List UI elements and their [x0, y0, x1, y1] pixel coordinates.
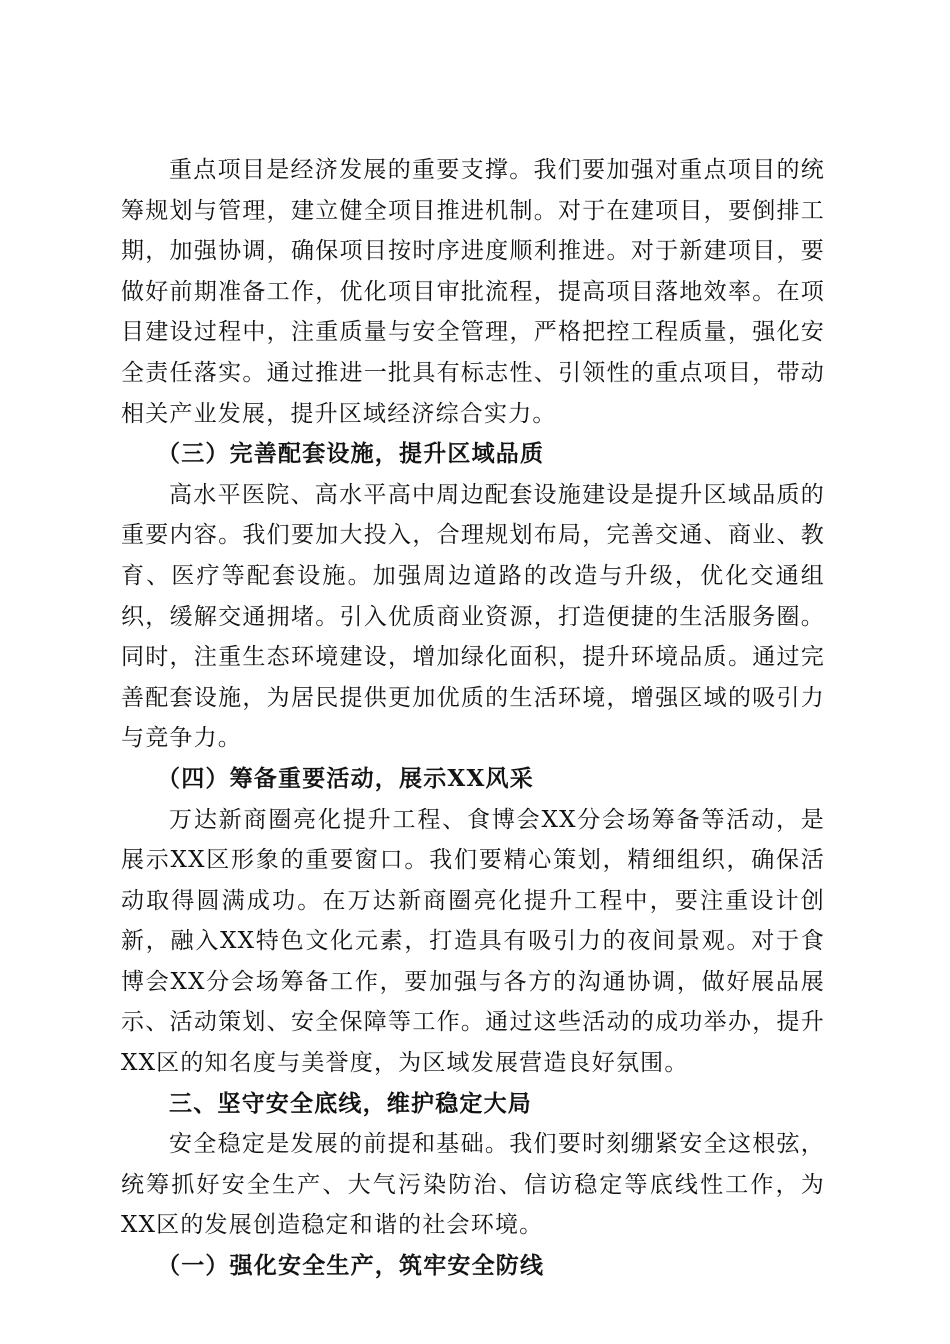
section-heading-safety: 三、坚守安全底线，维护稳定大局: [169, 1090, 532, 1117]
subheading-production-safety: （一）强化安全生产，筑牢安全防线: [157, 1252, 545, 1280]
document-body: [121, 150, 825, 1287]
paragraph-key-projects: 重点项目是经济发展的重要支撑。我们要加强对重点项目的统筹规划与管理，建立健全项目推进机制。对于在建项目，要倒排工期，加强协调，确保项目按时序进度顺利推进。对于新建项目，要做好前期准备工作，优化项目审批流程，提高项目落地效率。在项目建设过程中，注重质量与安全管理，严格把控工程质量，强化安全责任落实。通过推进一批具有标志性、引领性的重点项目，带动相关产业发展，提升区域经济综合实力。: [121, 157, 825, 427]
paragraph-important-events: 万达新商圈亮化提升工程、食博会XX分会场筹备等活动，是展示XX区形象的重要窗口。我们要精心策划，精细组织，确保活动取得圆满成功。在万达新商圈亮化提升工程中，要注重设计创新，融入XX特色文化元素，打造具有吸引力的夜间景观。对于食博会XX分会场筹备工作，要加强与各方的沟通协调，做好展品展示、活动策划、安全保障等工作。通过这些活动的成功举办，提升XX区的知名度与美誉度，为区域发展营造良好氛围。: [121, 806, 825, 1077]
paragraph-safety-intro: 安全稳定是发展的前提和基础。我们要时刻绷紧安全这根弦，统筹抓好安全生产、大气污染防治、信访稳定等底线性工作，为XX区的发展创造稳定和谐的社会环境。: [121, 1131, 825, 1239]
subheading-important-events: （四）筹备重要活动，展示XX风采: [157, 764, 534, 792]
paragraph-supporting-facilities: 高水平医院、高水平高中周边配套设施建设是提升区域品质的重要内容。我们要加大投入，合理规划布局，完善交通、商业、教育、医疗等配套设施。加强周边道路的改造与升级，优化交通组织，缓解交通拥堵。引入优质商业资源，打造便捷的生活服务圈。同时，注重生态环境建设，增加绿化面积，提升环境品质。通过完善配套设施，为居民提供更加优质的生活环境，增强区域的吸引力与竞争力。: [121, 481, 825, 752]
subheading-supporting-facilities: （三）完善配套设施，提升区域品质: [157, 440, 545, 468]
